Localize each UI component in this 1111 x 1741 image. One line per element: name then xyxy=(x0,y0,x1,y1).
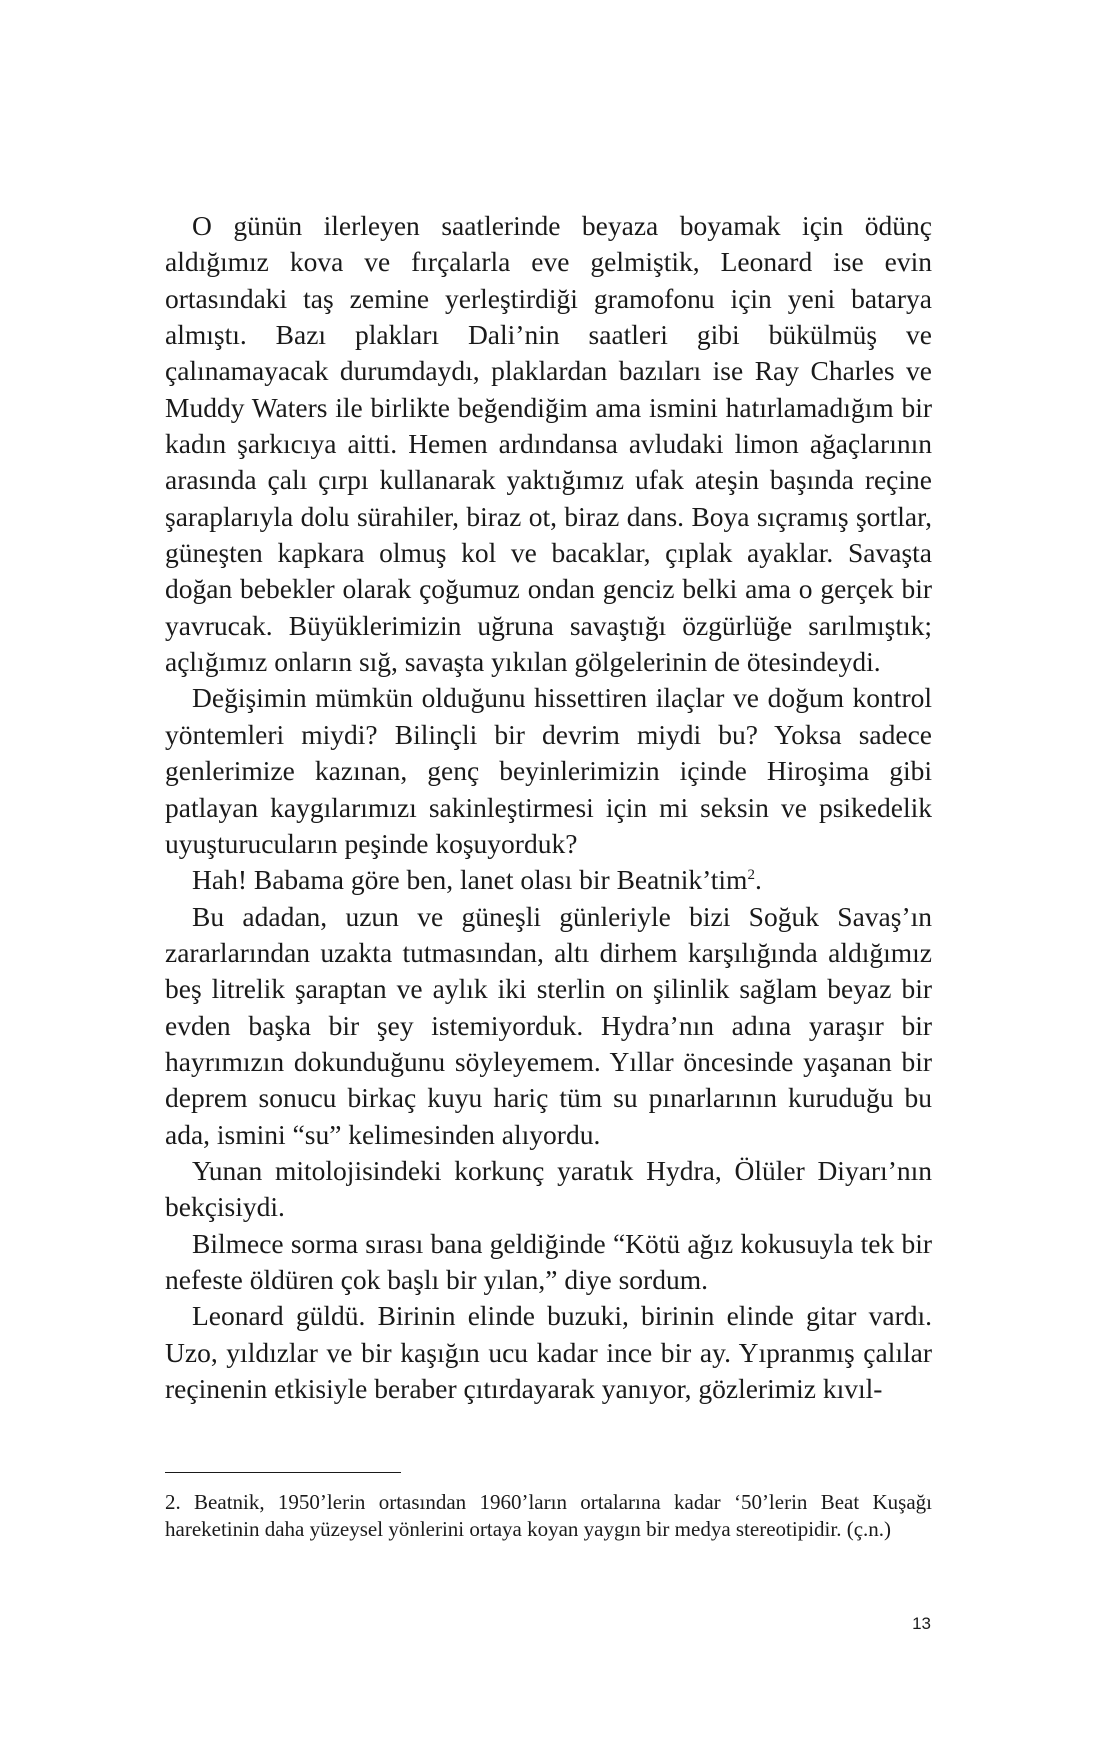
page-number: 13 xyxy=(912,1614,931,1633)
footnote: 2. Beatnik, 1950’lerin ortasından 1960’ların ortalarına kadar ‘50’lerin Beat Kuşağı hareketinin daha yüzeysel yönlerini ortaya koyan yaygın bir medya stereotipidir. (ç.n.) xyxy=(165,1490,932,1541)
footnote-divider xyxy=(165,1472,401,1473)
paragraph: Değişimin mümkün olduğunu hissettiren ilaçlar ve doğum kontrol yöntemleri miydi? Bilinçli bir devrim miydi bu? Yoksa sadece genlerimize kazınan, genç beyinlerimizin içinde Hiroşima gibi patlayan kaygılarımızı sakinleştirmesi için mi seksin ve psikedelik uyuşturucuların peşinde koşuyorduk? xyxy=(165,682,932,859)
paragraph: Bilmece sorma sırası bana geldiğinde “Kötü ağız kokusuyla tek bir nefeste öldüren çok başlı bir yılan,” diye sordum. xyxy=(165,1227,932,1295)
body-text xyxy=(165,208,932,1407)
sentence-end: . xyxy=(754,864,762,896)
paragraph: Bu adadan, uzun ve güneşli günleriyle bizi Soğuk Savaş’ın zararlarından uzakta tutmasından, altı dirhem karşılığında aldığımız beş litrelik şaraptan ve aylık iki sterlin on şilinlik sağlam beyaz bir evden başka bir şey istemiyorduk. Hydra’nın adına yaraşır bir hayrımızın dokunduğunu söyleyemem. Yıllar öncesinde yaşanan bir deprem sonucu birkaç kuyu hariç tüm su pınarlarının kuruduğu bu ada, ismini “su” kelimesinden alıyordu. xyxy=(165,900,932,1150)
footnote-reference[interactable]: 2 xyxy=(747,867,755,884)
paragraph: Yunan mitolojisindeki korkunç yaratık Hydra, Ölüler Diyarı’nın bekçisiydi. xyxy=(165,1154,932,1223)
paragraph-with-footnote-ref xyxy=(165,862,932,898)
paragraph: O günün ilerleyen saatlerinde beyaza boyamak için ödünç aldığımız kova ve fırçalarla eve gelmiştik, Leonard ise evin ortasındaki taş zemine yerleştirdiği gramofonu için yeni batarya almıştı. Bazı plakları Dali’nin saatleri gibi bükülmüş ve çalınamayacak durumdaydı, plaklardan bazıları ise Ray Charles ve Muddy Waters ile birlikte beğendiğim ama ismini hatırlamadığım bir kadın şarkıcıya aitti. Hemen ardındansa avludaki limon ağaçlarının arasında çalı çırpı kullanarak yaktığımız ufak ateşin başında reçine şaraplarıyla dolu sürahiler, biraz ot, biraz dans. Boya sıçramış şortlar, güneşten kapkara olmuş kol ve bacaklar, çıplak ayaklar. Savaşta doğan bebekler olarak çoğumuz ondan genciz belki ama o gerçek bir yavrucak. Büyüklerimizin uğruna savaştığı özgürlüğe sarılmıştık; açlığımız onların sığ, savaşta yıkılan gölgelerinin de ötesindeydi. xyxy=(165,210,932,678)
paragraph-text: Hah! Babama göre ben, lanet olası bir Beatnik’tim xyxy=(192,864,748,896)
paragraph: Leonard güldü. Birinin elinde buzuki, birinin elinde gitar vardı. Uzo, yıldızlar ve bir kaşığın ucu kadar ince bir ay. Yıpranmış çalılar reçinenin etkisiyle beraber çıtırdayarak yanıyor, gözlerimiz kıvıl- xyxy=(165,1300,932,1404)
